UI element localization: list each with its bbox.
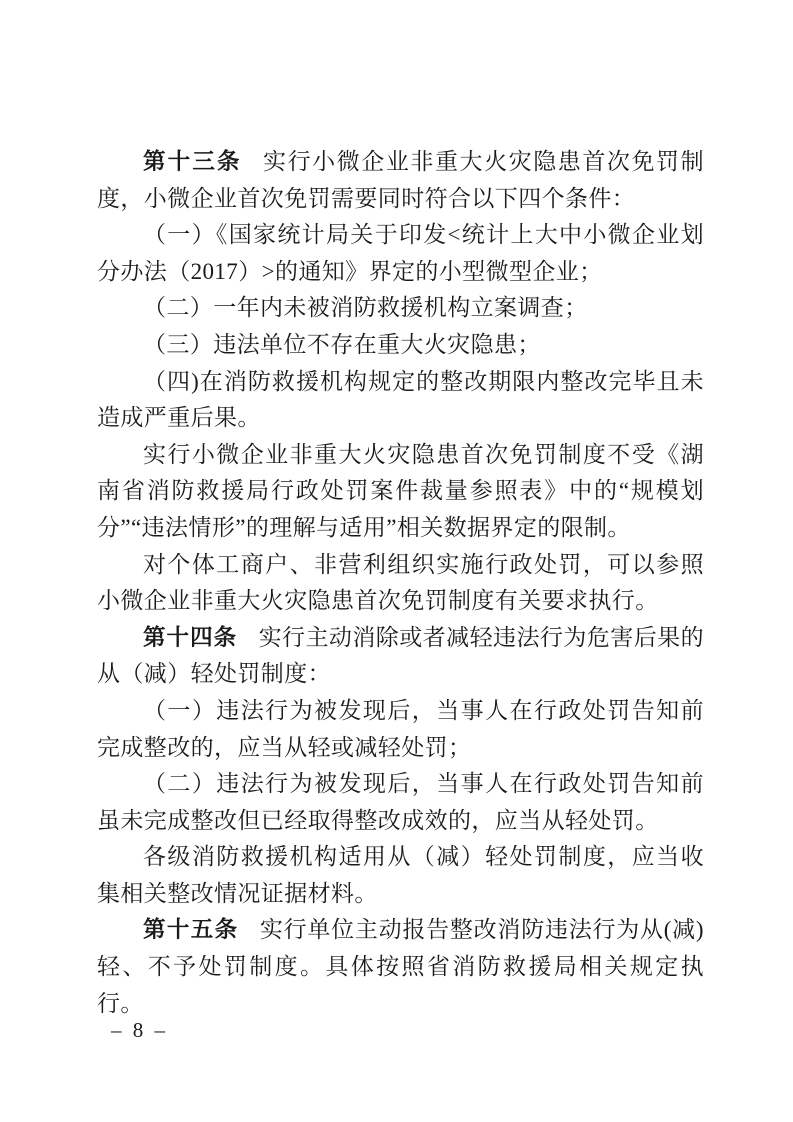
paragraph-item-4: [97, 364, 704, 437]
paragraph-item-2b: [97, 766, 704, 839]
paragraph-text: （一）《国家统计局关于印发<统计上大中小微企业划分办法（2017）>的通知》界定的小型微型企业；: [97, 222, 704, 284]
paragraph-text: （二）违法行为被发现后，当事人在行政处罚告知前虽未完成整改但已经取得整改成效的，应当从轻处罚。: [97, 771, 704, 833]
paragraph-text: 实行单位主动报告整改消防违法行为从(减)轻、不予处罚制度。具体按照省消防救援局相关规定执行。: [97, 917, 704, 1016]
paragraph-text: （四)在消防救援机构规定的整改期限内整改完毕且未造成严重后果。: [97, 368, 704, 431]
paragraph-article-15: [97, 912, 704, 1022]
paragraph-text: 各级消防救援机构适用从（减）轻处罚制度，应当收集相关整改情况证据材料。: [97, 844, 704, 906]
article-number-heading: 第十四条: [143, 624, 238, 650]
paragraph-item-2: [97, 290, 704, 327]
page-number: – 8 –: [111, 1018, 168, 1042]
paragraph-reference-note: [97, 547, 704, 620]
paragraph-text: 实行小微企业非重大火灾隐患首次免罚制度不受《湖南省消防救援局行政处罚案件裁量参照表》中的“规模划分”“违法情形”的理解与适用”相关数据界定的限制。: [97, 441, 704, 540]
document-body: [97, 144, 704, 1022]
paragraph-article-14: [97, 620, 704, 693]
paragraph-item-1b: [97, 693, 704, 766]
paragraph-text: （三）违法单位不存在重大火灾隐患；: [143, 331, 541, 357]
paragraph-text: 对个体工商户、非营利组织实施行政处罚，可以参照小微企业非重大火灾隐患首次免罚制度有关要求执行。: [97, 551, 704, 614]
paragraph-text: （一）违法行为被发现后，当事人在行政处罚告知前完成整改的，应当从轻或减轻处罚；: [97, 697, 704, 760]
paragraph-text: （二）一年内未被消防救援机构立案调查；: [143, 295, 588, 321]
paragraph-item-3: [97, 327, 704, 364]
paragraph-article-13: [97, 144, 704, 217]
paragraph-evidence-note: [97, 839, 704, 912]
paragraph-text: 实行主动消除或者减轻违法行为危害后果的从（减）轻处罚制度：: [97, 624, 704, 687]
article-number-heading: 第十五条: [143, 917, 239, 943]
paragraph-scope-note: [97, 437, 704, 547]
paragraph-item-1: [97, 217, 704, 290]
paragraph-text: 实行小微企业非重大火灾隐患首次免罚制度，小微企业首次免罚需要同时符合以下四个条件：: [97, 149, 704, 211]
article-number-heading: 第十三条: [143, 149, 242, 174]
